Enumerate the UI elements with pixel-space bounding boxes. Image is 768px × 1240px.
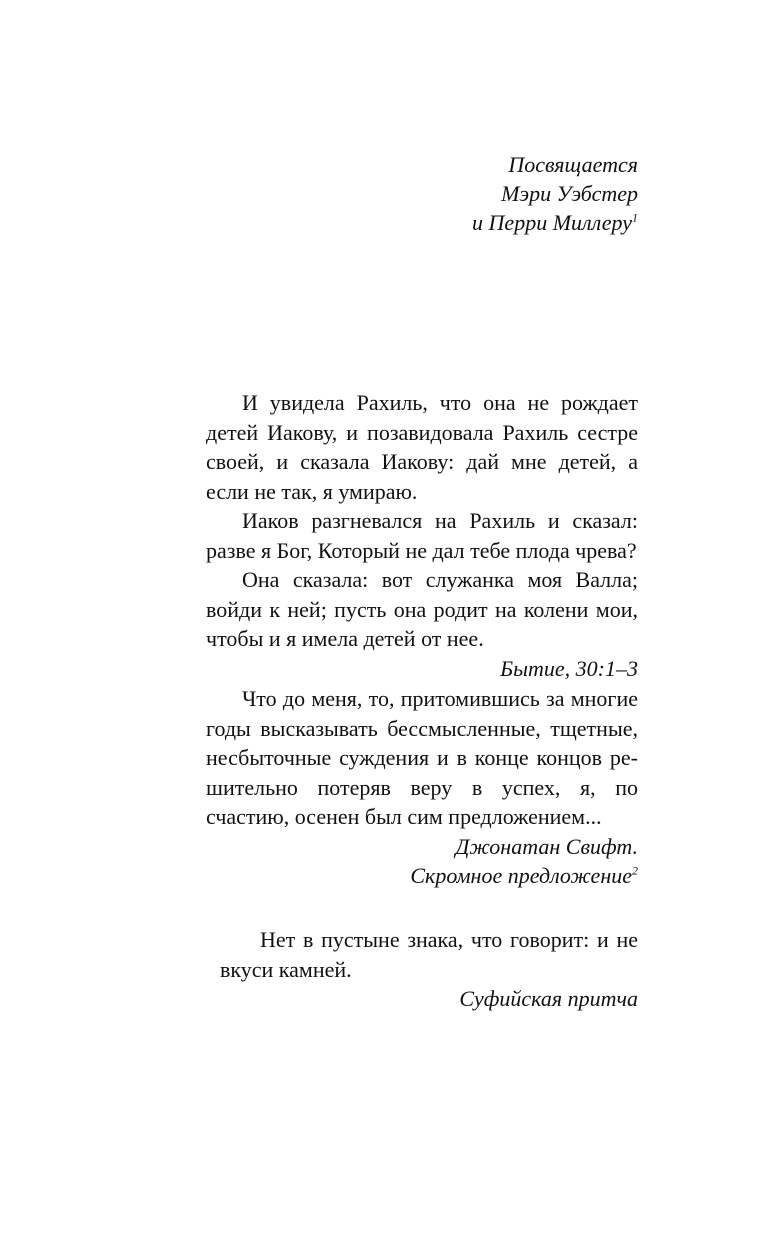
footnote-mark-1: 1 [632, 210, 638, 225]
swift-author: Джонатан Свифт. [455, 833, 638, 859]
sufi-paragraph: Нет в пустыне знака, что говорит: и не вкуси камней. [220, 927, 638, 982]
genesis-paragraph-1: И увидела Рахиль, что она не рождает детей Иакову, и позавидовала Рахиль сестре своей, и сказала Иакову: дай мне детей, а если не так, я умираю. [206, 390, 638, 504]
dedication-line-2: Мэри Уэбстер [501, 181, 638, 206]
genesis-attribution: Бытие, 30:1–3 [500, 655, 638, 681]
dedication-line-3-text: и Перри Миллеру [472, 210, 632, 235]
genesis-paragraph-3: Она сказала: вот служанка моя Валла; войди к ней; пусть она родит на колени мои, чтобы и я имела детей от нее. [206, 567, 638, 651]
epigraph-sufi [220, 925, 638, 1014]
genesis-paragraph-2: Иаков разгневался на Рахиль и сказал: разве я Бог, Который не дал тебе плода чрева? [206, 508, 638, 563]
dedication-line-3 [238, 208, 638, 237]
epigraph-swift [206, 684, 638, 891]
swift-work: Скромное предложение [410, 863, 632, 888]
footnote-mark-2: 2 [632, 863, 638, 878]
swift-work-line [206, 861, 638, 891]
swift-paragraph: Что до меня, то, притомившись за многие годы высказывать бессмысленные, тщетные, несбыточные суждения и в конце концов решительно потеряв веру в успех, я, по счастию, осенен был сим предложением... [206, 686, 638, 829]
dedication [238, 150, 638, 237]
dedication-line-1: Посвящается [508, 152, 638, 177]
sufi-attribution: Суфийская притча [459, 986, 638, 1011]
epigraph-genesis [206, 388, 638, 683]
